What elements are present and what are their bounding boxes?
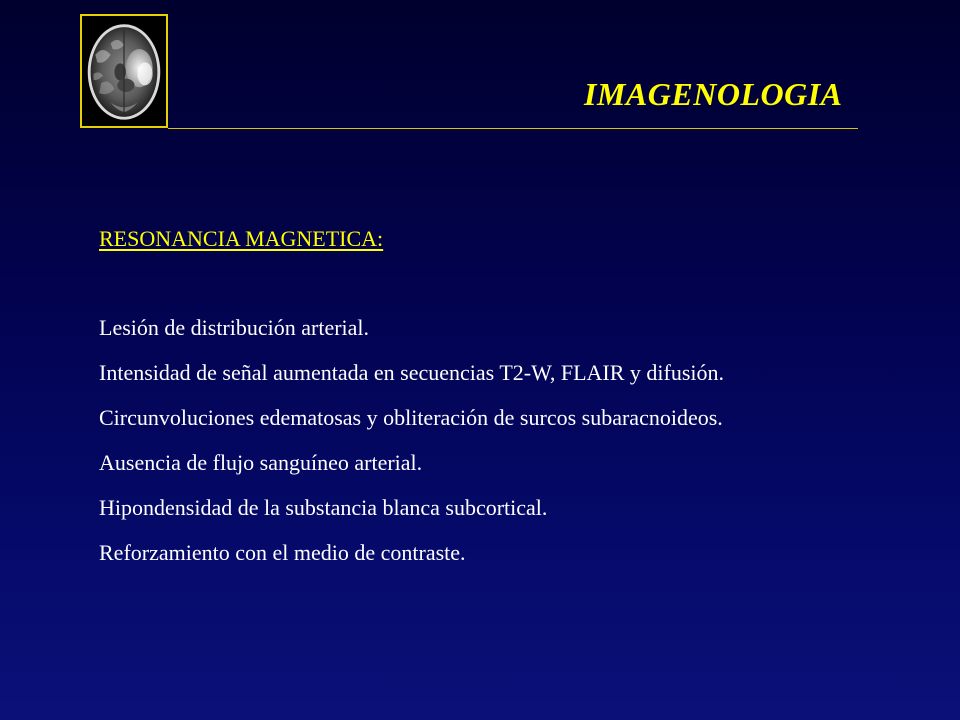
- list-item: Circunvoluciones edematosas y obliteración de surcos subaracnoideos.: [99, 405, 723, 430]
- section-heading: RESONANCIA MAGNETICA:: [99, 226, 384, 251]
- brain-mri-icon: [82, 16, 166, 126]
- list-item: Reforzamiento con el medio de contraste.: [99, 540, 466, 565]
- list-item: Ausencia de flujo sanguíneo arterial.: [99, 450, 423, 475]
- list-item: Intensidad de señal aumentada en secuencias T2-W, FLAIR y difusión.: [99, 360, 725, 385]
- slide-title: IMAGENOLOGIA: [584, 76, 843, 112]
- brain-mri-image: [80, 14, 168, 128]
- title-divider: [168, 128, 858, 129]
- findings-list: [99, 314, 724, 584]
- list-item: Hipondensidad de la substancia blanca subcortical.: [99, 495, 548, 520]
- list-item: Lesión de distribución arterial.: [99, 315, 370, 340]
